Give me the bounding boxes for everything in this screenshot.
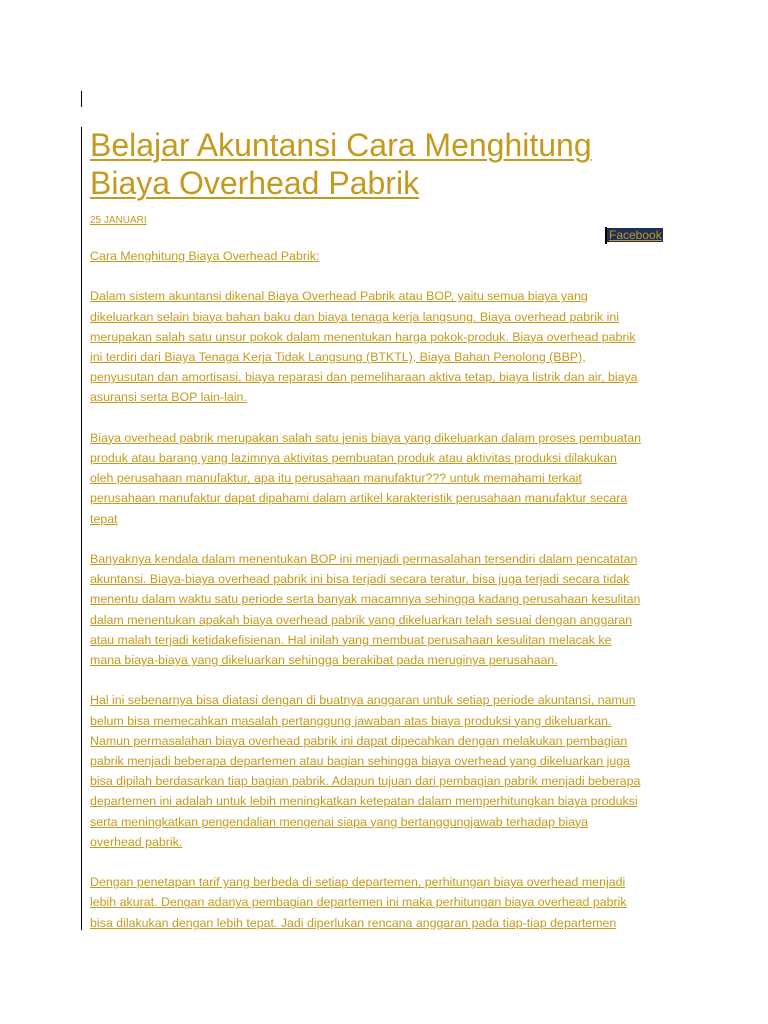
article-paragraph-4[interactable]: Hal ini sebenarnya bisa diatasi dengan di buatnya anggaran untuk setiap periode akuntansi, namun belum bisa memecahkan masalah pertanggung jawaban atas biaya produksi yang dikeluarkan. Namun permasalahan biaya overhead pabrik ini dapat dipecahkan dengan melakukan pembagian pabrik menjadi beberapa departemen atau bagian sehingga biaya overhead yang dikeluarkan juga bisa dipilah berdasarkan tiap bagian pabrik. Adapun tujuan dari pembagian pabrik menjadi beberapa departemen ini adalah untuk lebih meningkatkan ketepatan dalam memperhitungkan biaya produksi serta meningkatkan pengendalian mengenai siapa yang bertanggungjawab terhadap biaya overhead pabrik. [90,693,641,849]
article-paragraph-5[interactable]: Dengan penetapan tarif yang berbeda di setiap departemen, perhitungan biaya overhead menjadi lebih akurat. Dengan adanya pembagian departemen ini maka perhitungan biaya overhead pabrik bisa dilakukan dengan lebih tepat. Jadi diperlukan rencana anggaran pada tiap-tiap departemen [90,875,627,930]
article-paragraph-2[interactable]: Biaya overhead pabrik merupakan salah satu jenis biaya yang dikeluarkan dalam proses pembuatan produk atau barang yang lazimnya aktivitas pembuatan produk atau aktivitas produksi dilakukan oleh perusahaan manufaktur, apa itu perusahaan manufaktur??? untuk memahami terkait perusahaan manufaktur dapat dipahami dalam artikel karakteristik perusahaan manufaktur secara tepat [90,430,642,526]
text-cursor-mark [81,91,82,107]
article-body [90,246,690,953]
facebook-share-link[interactable] [605,227,672,244]
article-paragraph-1[interactable]: Dalam sistem akuntansi dikenal Biaya Overhead Pabrik atau BOP, yaitu semua biaya yang dikeluarkan selain biaya bahan baku dan biaya tenaga kerja langsung. Biaya overhead pabrik ini merupakan salah satu unsur pokok dalam menentukan harga pokok-produk. Biaya overhead pabrik ini terdiri dari Biaya Tenaga Kerja Tidak Langsung (BTKTL), Biaya Bahan Penolong (BBP), penyusutan dan amortisasi, biaya reparasi dan pemeliharaan aktiva tetap, biaya listrik dan air, biaya asuransi serta BOP lain-lain. [90,289,638,405]
facebook-share-label[interactable]: Facebook [609,228,662,242]
post-date[interactable]: 25 JANUARI [90,215,147,226]
article-paragraph-3[interactable]: Banyaknya kendala dalam menentukan BOP ini menjadi permasalahan tersendiri dalam pencatatan akuntansi. Biaya-biaya overhead pabrik ini bisa terjadi secara teratur, bisa juga terjadi secara tidak menentu dalam waktu satu periode serta banyak macamnya sehingga kadang perusahaan kesulitan dalam menentukan apakah biaya overhead pabrik yang dikeluarkan telah sesuai dengan anggaran atau malah terjadi ketidakefisienan. Hal inilah yang membuat perusahaan kesulitan melacak ke mana biaya-biaya yang dikeluarkan sehingga berakibat pada meruginya perusahaan. [90,552,641,668]
article-paragraph-intro[interactable]: Cara Menghitung Biaya Overhead Pabrik: [90,249,320,263]
page-title[interactable]: Belajar Akuntansi Cara Menghitung Biaya Overhead Pabrik [90,127,592,201]
